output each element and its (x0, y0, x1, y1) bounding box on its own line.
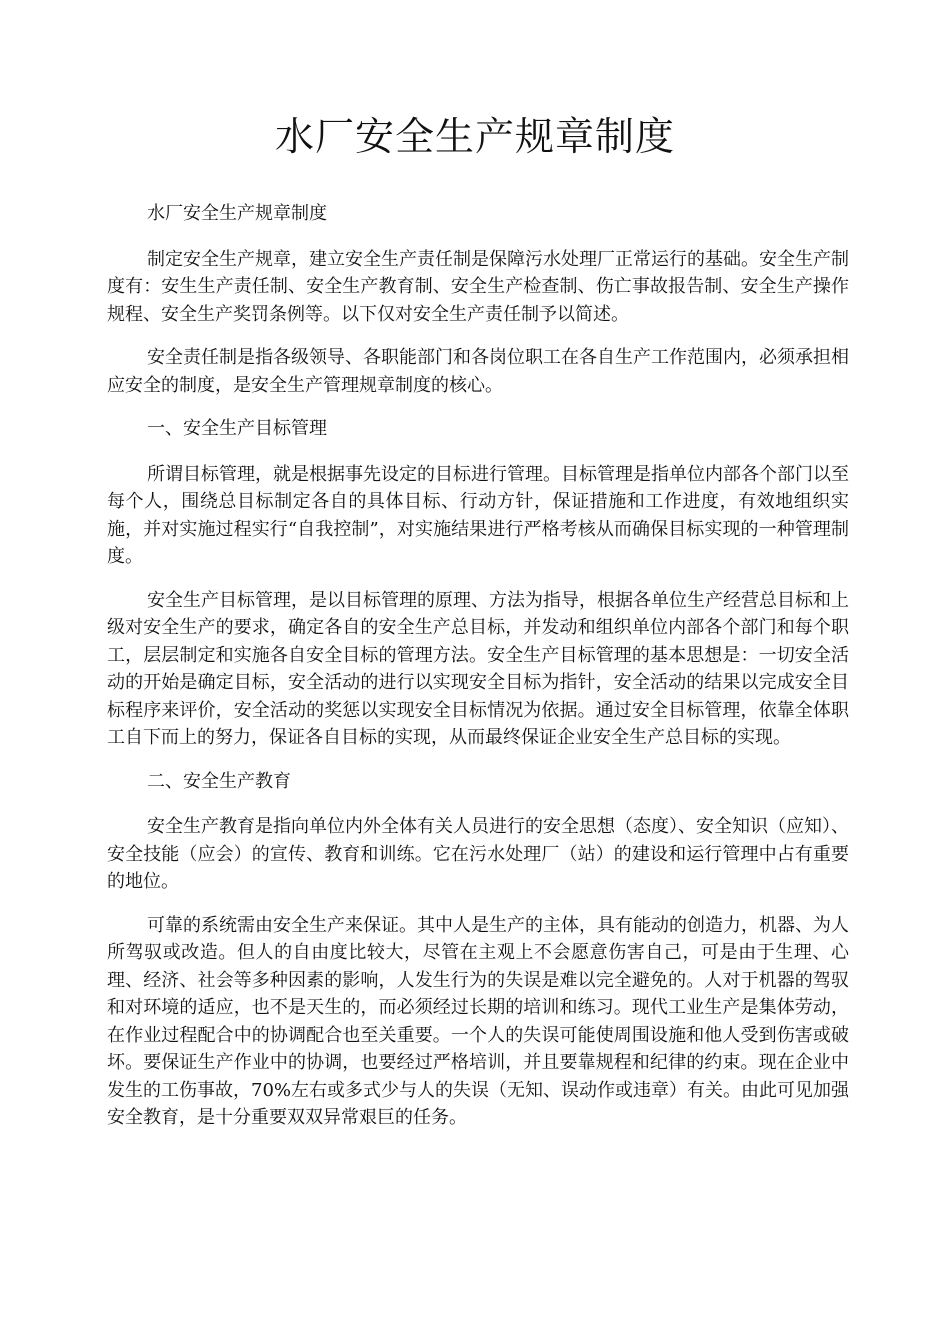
section-heading-target-management: 一、安全生产目标管理 (147, 418, 327, 439)
reliable-system-paragraph: 可靠的系统需由安全生产来保证。其中人是生产的主体，具有能动的创造力，机器、为人所驾驭或改造。但人的自由度比较大，尽管在主观上不会愿意伤害自己，可是由于生理、心理、经济、社会等多种因素的影响，人发生行为的失误是难以完全避免的。人对于机器的驾驭和对环境的适应，也不是天生的，而必须经过长期的培训和练习。现代工业生产是集体劳动，在作业过程配合中的协调配合也至关重要。一个人的失误可能使周围设施和他人受到伤害或破坏。要保证生产作业中的协调，也要经过严格培训，并且要靠规程和纪律的约束。现在企业中发生的工伤事故，70%左右或多式少与人的失误（无知、误动作或违章）有关。由此可见加强安全教育，是十分重要双双异常艰巨的任务。 (107, 914, 850, 1128)
document-title: 水厂安全生产规章制度 (274, 115, 675, 160)
responsibility-paragraph: 安全责任制是指各级领导、各职能部门和各岗位职工在各自生产工作范围内，必须承担相应安全的制度，是安全生产管理规章制度的核心。 (107, 347, 849, 396)
subtitle-paragraph: 水厂安全生产规章制度 (147, 203, 327, 224)
safety-education-definition-paragraph: 安全生产教育是指向单位内外全体有关人员进行的安全思想（态度）、安全知识（应知）、安全技能（应会）的宣传、教育和训练。它在污水处理厂（站）的建设和运行管理中占有重要的地位。 (107, 816, 849, 892)
intro-paragraph: 制定安全生产规章，建立安全生产责任制是保障污水处理厂正常运行的基础。安全生产制度有：安生生产责任制、安全生产教育制、安全生产检查制、伤亡事故报告制、安全生产操作规程、安全生产奖罚条例等。以下仅对安全生产责任制予以简述。 (107, 248, 849, 325)
safety-target-management-paragraph: 安全生产目标管理，是以目标管理的原理、方法为指导，根据各单位生产经营总目标和上级对安全生产的要求，确定各自的安全生产总目标，并发动和组织单位内部各个部门和每个职工，层层制定和实施各自安全目标的管理方法。安全生产目标管理的基本思想是：一切安全活动的开始是确定目标，安全活动的进行以实现安全目标为指针，安全活动的结果以完成安全目标程序来评价，安全活动的奖惩以实现安全目标情况为依据。通过安全目标管理，依靠全体职工自下而上的努力，保证各自目标的实现，从而最终保证企业安全生产总目标的实现。 (107, 589, 849, 748)
document-body (107, 200, 849, 1148)
target-management-definition-paragraph: 所谓目标管理，就是根据事先设定的目标进行管理。目标管理是指单位内部各个部门以至每个人，围绕总目标制定各自的具体目标、行动方针，保证措施和工作进度，有效地组织实施，并对实施过程实行“自我控制”，对实施结果进行严格考核从而确保目标实现的一种管理制度。 (107, 463, 849, 567)
section-heading-safety-education: 二、安全生产教育 (147, 770, 291, 792)
